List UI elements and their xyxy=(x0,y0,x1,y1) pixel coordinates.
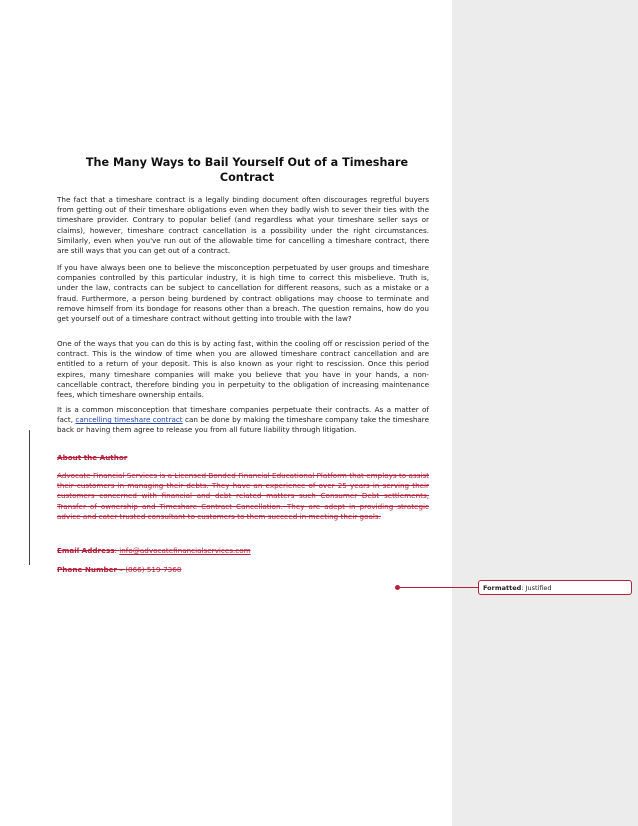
title-line-2: Contract xyxy=(219,171,275,184)
author-company: Advocate Financial Services xyxy=(57,471,158,480)
paragraph-4-text-a: It is a common misconception that timeshare companies perpetuate their contracts. As a matter of fact, xyxy=(57,405,429,425)
paragraph-4-text-b: can be done by making the timeshare company take the timeshare back or having them agree to release you from all future liability through litigation. xyxy=(57,415,429,435)
paragraph-2: If you have always been one to believe the misconception perpetuated by user groups and timeshare companies controlled by this particular industry, it is high time to correct this misbelieve. Truth is, under the law, contracts can be subject to cancellation for different reasons, such as a mistake or a fraud. Furthermore, a person being burdened by contract obligations may choose to terminate and remove himself from its bondage for reasons other than a breach. The question remains, how do you get yourself out of a timeshare contract without getting into trouble with the law? xyxy=(57,263,429,324)
comment-label: Formatted xyxy=(483,584,522,592)
phone-value: (866) 519-7368 xyxy=(125,565,182,574)
phone-label: Phone Number xyxy=(57,565,118,574)
document-page xyxy=(57,0,437,826)
author-text: is a Licensed Bonded Financial Educational Platform that employs to assist their customers in managing their debts. They have an experience of over 25 years in serving their customers concerned with financial and debt related matters such Consumer Debt settlements, Transfer of ownership and Timeshare Contract Cancellation. They are adept in providing strategic advice and cater trusted consultant to customers to them succeed in meeting their goals. xyxy=(57,471,430,521)
paragraph-3: One of the ways that you can do this is by acting fast, within the cooling off or rescission period of the contract. This is the window of time when you are allowed timeshare contract cancellation and are entitled to a return of your deposit. This is also known as your right to rescission. Once this period expires, many timeshare companies will make you believe that you have in your hands, a non-cancellable contract, therefore binding you in perpetuity to the obligation of increasing maintenance fees, which timeshare ownership entails. xyxy=(57,339,429,400)
paragraph-1: The fact that a timeshare contract is a legally binding document often discourages regretful buyers from getting out of their timeshare obligations even when they badly wish to sever their ties with the timeshare provider. Contrary to popular belief (and regardless what your timeshare seller says or claims), however, timeshare contract cancellation is a possibility under the right circumstances. Similarly, even when you've run out of the allowable time for cancelling a timeshare contract, there are still ways that you can get out of a contract. xyxy=(57,195,429,256)
comment-margin-pane xyxy=(452,0,638,826)
paragraph-4 xyxy=(57,405,429,436)
title-line-1: The Many Ways to Bail Yourself Out of a Timeshare xyxy=(85,156,409,169)
change-bar xyxy=(29,430,30,565)
document-title xyxy=(57,155,437,185)
comment-text: : Justified xyxy=(521,584,552,592)
phone-separator: – xyxy=(117,565,126,574)
cancelling-timeshare-link[interactable]: cancelling timeshare contract xyxy=(75,415,183,425)
about-author-heading: About the Author xyxy=(57,453,128,462)
email-separator: : xyxy=(114,546,120,555)
email-link[interactable]: info@advocatefinancialservices.com xyxy=(119,546,251,555)
phone-line xyxy=(57,565,181,574)
email-line xyxy=(57,546,251,555)
author-paragraph xyxy=(57,471,429,522)
email-label: Email Address xyxy=(57,546,115,555)
comment-connector-line xyxy=(398,587,478,588)
formatting-comment-balloon[interactable] xyxy=(478,580,632,595)
